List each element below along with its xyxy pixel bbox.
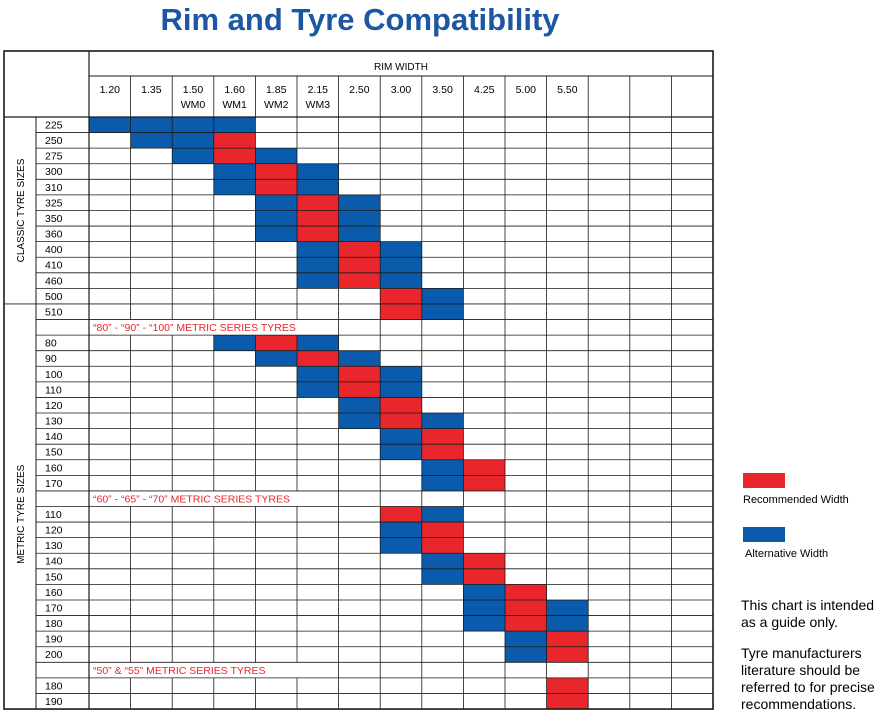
rim-width-value: 4.25	[473, 84, 495, 96]
tyre-size-label: 110	[45, 384, 62, 397]
tyre-size-label: 160	[45, 586, 63, 599]
alternative-cell	[380, 242, 422, 258]
tyre-size-label: 160	[45, 462, 63, 475]
alternative-cell	[255, 148, 297, 164]
recommended-cell	[339, 382, 381, 398]
tyre-size-label: 150	[45, 571, 63, 584]
tyre-size-label: 310	[45, 181, 63, 194]
recommended-cell	[339, 366, 381, 382]
recommended-cell	[297, 226, 339, 242]
alternative-cell	[463, 616, 505, 632]
series-label: “50” & “55” METRIC SERIES TYRES	[93, 664, 266, 677]
recommended-cell	[380, 288, 422, 304]
alternative-cell	[380, 382, 422, 398]
recommended-cell	[380, 507, 422, 523]
alternative-cell	[380, 522, 422, 538]
alternative-cell	[422, 413, 464, 429]
tyre-size-label: 190	[45, 695, 63, 708]
tyre-size-label: 500	[45, 290, 63, 303]
alternative-cell	[422, 288, 464, 304]
recommended-cell	[463, 460, 505, 476]
recommended-cell	[505, 616, 547, 632]
tyre-size-label: 510	[45, 306, 63, 319]
alternative-cell	[297, 273, 339, 289]
alternative-cell	[172, 117, 214, 133]
group-label: METRIC TYRE SIZES	[16, 464, 27, 564]
alternative-cell	[339, 226, 381, 242]
rim-width-label: RIM WIDTH	[374, 62, 428, 73]
alternative-cell	[505, 647, 547, 663]
recommended-cell	[255, 179, 297, 195]
rim-width-value: 2.15	[307, 84, 329, 96]
alternative-cell	[422, 460, 464, 476]
alternative-cell	[172, 133, 214, 149]
alternative-cell	[214, 179, 256, 195]
alternative-cell	[214, 117, 256, 133]
alternative-cell	[131, 133, 173, 149]
recommended-cell	[214, 133, 256, 149]
chart-title: Rim and Tyre Compatibility	[160, 2, 560, 37]
rim-width-value: 5.00	[515, 84, 537, 96]
alternative-cell	[297, 335, 339, 351]
tyre-size-label: 100	[45, 368, 63, 381]
tyre-size-label: 90	[45, 353, 57, 366]
alternative-cell	[214, 164, 256, 180]
alternative-cell	[297, 164, 339, 180]
alternative-cell	[255, 351, 297, 367]
tyre-size-label: 350	[45, 212, 63, 225]
alternative-cell	[505, 631, 547, 647]
alternative-cell	[380, 366, 422, 382]
alternative-cell	[463, 584, 505, 600]
alternative-cell	[422, 507, 464, 523]
tyre-size-label: 140	[45, 555, 63, 568]
recommended-cell	[463, 569, 505, 585]
recommended-cell	[255, 164, 297, 180]
tyre-size-label: 300	[45, 166, 63, 179]
tyre-size-label: 180	[45, 680, 63, 693]
alternative-cell	[380, 444, 422, 460]
rim-width-code: WM0	[180, 99, 206, 111]
tyre-size-label: 150	[45, 446, 63, 459]
recommended-cell	[339, 242, 381, 258]
alternative-cell	[172, 148, 214, 164]
alternative-cell	[547, 600, 589, 616]
recommended-cell	[380, 304, 422, 320]
recommended-cell	[547, 631, 589, 647]
rim-width-value: 3.50	[432, 84, 453, 96]
alternative-cell	[339, 397, 381, 413]
tyre-size-label: 325	[45, 197, 63, 210]
alternative-cell	[297, 366, 339, 382]
alternative-label: Alternative Width	[745, 548, 829, 560]
alternative-cell	[339, 413, 381, 429]
tyre-size-label: 170	[45, 477, 63, 490]
alternative-cell	[89, 117, 131, 133]
rim-width-code: WM1	[222, 99, 247, 111]
recommended-cell	[422, 429, 464, 445]
rim-width-value: 1.35	[141, 84, 162, 96]
tyre-size-label: 140	[45, 431, 63, 444]
rim-width-value: 3.00	[390, 84, 412, 96]
tyre-size-label: 460	[45, 275, 63, 288]
alternative-cell	[422, 475, 464, 491]
recommended-cell	[255, 335, 297, 351]
alternative-cell	[547, 616, 589, 632]
recommended-label: Recommended Width	[743, 494, 849, 506]
recommended-cell	[339, 257, 381, 273]
alternative-cell	[297, 257, 339, 273]
recommended-cell	[422, 522, 464, 538]
recommended-cell	[505, 600, 547, 616]
alternative-cell	[422, 569, 464, 585]
tyre-size-label: 200	[45, 649, 63, 662]
rim-width-value: 1.60	[224, 84, 245, 96]
tyre-size-label: 275	[45, 150, 63, 163]
recommended-cell	[547, 693, 589, 709]
alternative-cell	[380, 273, 422, 289]
recommended-cell	[297, 351, 339, 367]
alternative-cell	[297, 382, 339, 398]
recommended-cell	[422, 538, 464, 554]
recommended-cell	[339, 273, 381, 289]
series-label: “80” - “90” - “100” METRIC SERIES TYRES	[93, 322, 296, 335]
recommended-swatch	[743, 473, 785, 488]
guide-note: This chart is intended as a guide only.	[741, 597, 875, 630]
tyre-size-label: 110	[45, 509, 62, 521]
recommended-cell	[297, 210, 339, 226]
alternative-cell	[339, 195, 381, 211]
tyre-size-label: 80	[45, 337, 57, 350]
tyre-size-label: 120	[45, 399, 63, 412]
alternative-cell	[380, 429, 422, 445]
alternative-swatch	[743, 527, 785, 542]
alternative-cell	[422, 304, 464, 320]
alternative-cell	[255, 195, 297, 211]
tyre-size-label: 130	[45, 540, 63, 553]
alternative-cell	[297, 242, 339, 258]
recommended-cell	[380, 397, 422, 413]
recommended-cell	[505, 584, 547, 600]
recommended-cell	[547, 647, 589, 663]
alternative-cell	[380, 538, 422, 554]
alternative-cell	[463, 600, 505, 616]
alternative-cell	[255, 210, 297, 226]
tyre-size-label: 225	[45, 119, 63, 132]
manufacturer-note: Tyre manufacturers literature should be referred to for precise recommendations.	[741, 645, 875, 712]
rim-width-value: 1.20	[99, 84, 121, 96]
alternative-cell	[131, 117, 173, 133]
tyre-size-label: 250	[45, 135, 63, 148]
recommended-cell	[547, 678, 589, 694]
tyre-size-label: 170	[45, 602, 63, 615]
alternative-cell	[339, 210, 381, 226]
recommended-cell	[463, 475, 505, 491]
recommended-cell	[463, 553, 505, 569]
rim-width-value: 1.50	[182, 84, 204, 96]
alternative-cell	[422, 553, 464, 569]
tyre-size-label: 120	[45, 524, 63, 537]
tyre-size-label: 410	[45, 259, 63, 272]
tyre-size-label: 360	[45, 228, 63, 241]
recommended-cell	[297, 195, 339, 211]
recommended-cell	[380, 413, 422, 429]
tyre-size-label: 130	[45, 415, 63, 428]
alternative-cell	[339, 351, 381, 367]
rim-width-code: WM2	[263, 99, 289, 111]
tyre-size-label: 400	[45, 244, 63, 257]
rim-width-value: 2.50	[349, 84, 370, 96]
rim-width-code: WM3	[305, 99, 331, 111]
alternative-cell	[297, 179, 339, 195]
rim-width-value: 1.85	[265, 84, 287, 96]
tyre-size-label: 190	[45, 633, 63, 646]
rim-width-value: 5.50	[557, 84, 578, 96]
tyre-size-label: 180	[45, 618, 63, 631]
series-label: “60” - “65” - “70” METRIC SERIES TYRES	[93, 493, 291, 506]
group-label: CLASSIC TYRE SIZES	[16, 158, 27, 263]
alternative-cell	[214, 335, 256, 351]
alternative-cell	[255, 226, 297, 242]
alternative-cell	[380, 257, 422, 273]
recommended-cell	[214, 148, 256, 164]
recommended-cell	[422, 444, 464, 460]
